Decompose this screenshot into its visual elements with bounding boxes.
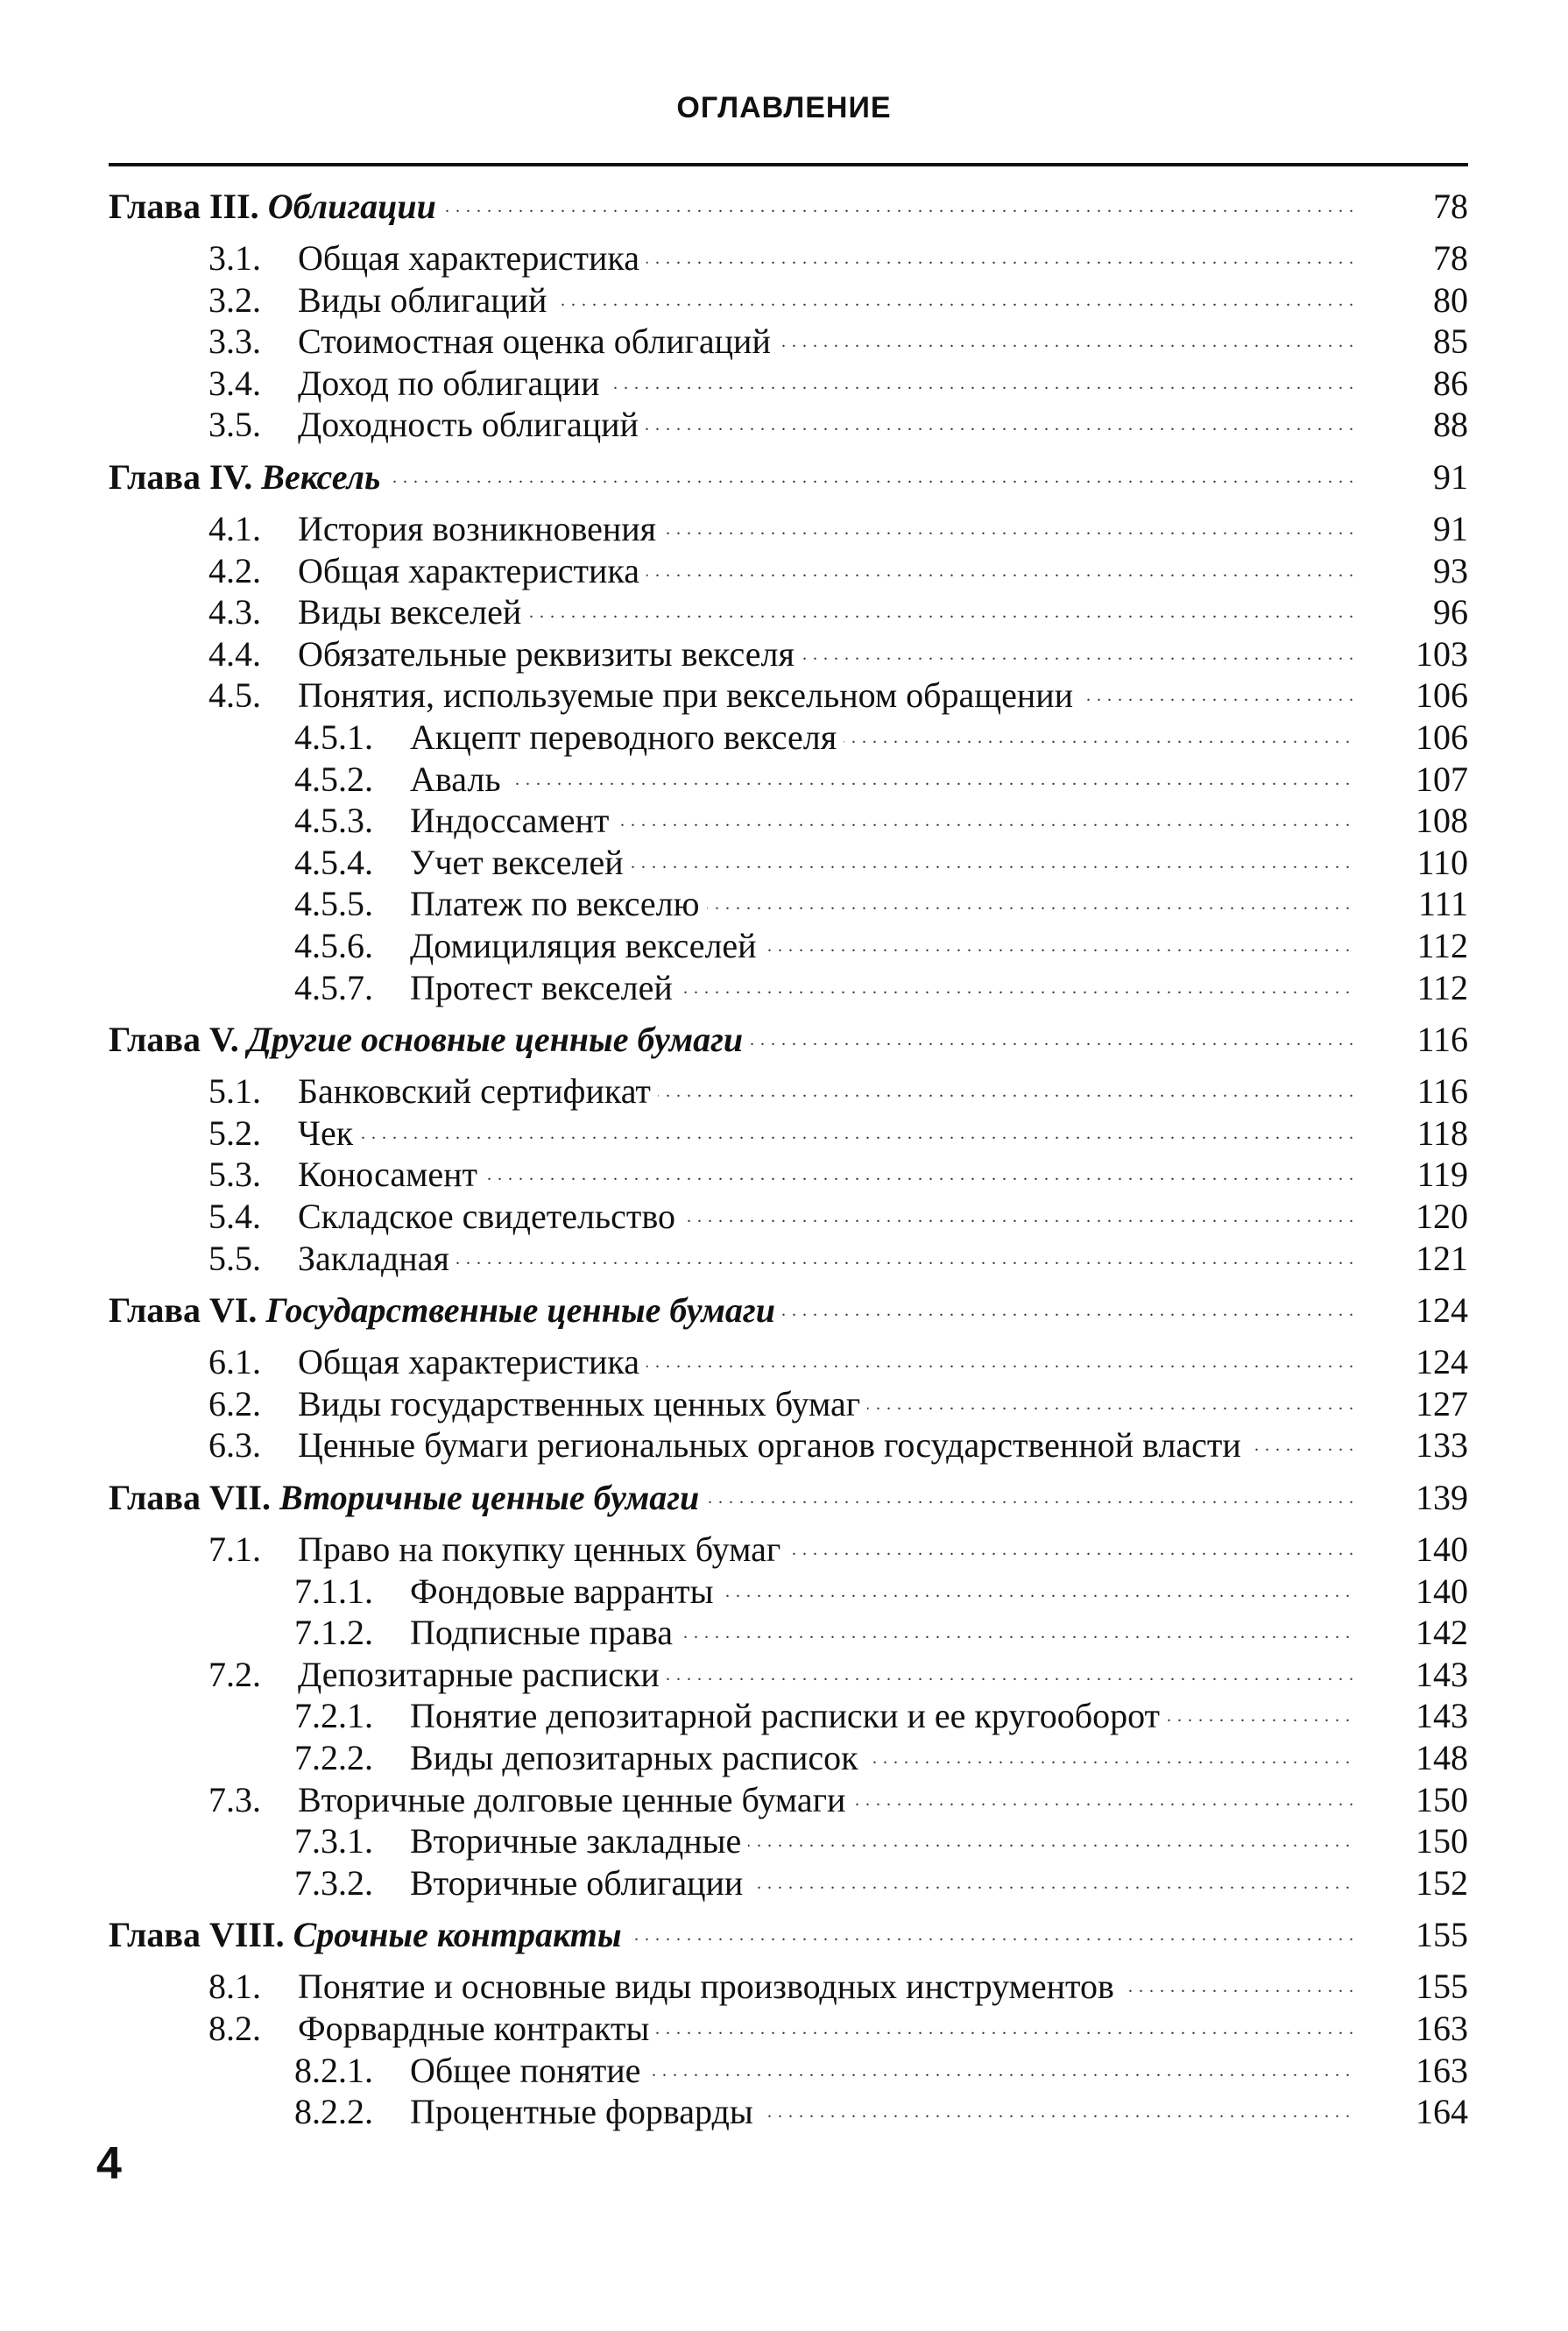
section-title: Аваль xyxy=(410,759,508,799)
section-number: 5.5. xyxy=(208,1238,261,1278)
section-entry xyxy=(208,1423,1468,1467)
running-head: ОГЛАВЛЕНИЕ xyxy=(676,91,892,124)
section-page-number: 80 xyxy=(1433,279,1468,320)
section-page-number: 143 xyxy=(1416,1654,1468,1694)
section-number: 4.5.4. xyxy=(294,842,373,882)
chapter-title: Вторичные ценные бумаги xyxy=(279,1478,700,1517)
section-number: 6.1. xyxy=(208,1342,261,1382)
section-page-number: 103 xyxy=(1416,633,1468,674)
section-number: 6.2. xyxy=(208,1383,261,1423)
chapter-page-number: 124 xyxy=(1416,1290,1468,1331)
subsection-entry xyxy=(294,1694,1468,1738)
section-page-number: 116 xyxy=(1416,1071,1468,1112)
chapter-label: Глава VI. xyxy=(109,1290,258,1331)
chapter-title: Облигации xyxy=(267,187,436,226)
section-number: 7.3. xyxy=(208,1779,261,1819)
section-number: 7.2. xyxy=(208,1654,261,1694)
section-number: 7.2.2. xyxy=(294,1738,373,1777)
section-entry xyxy=(208,237,1468,280)
section-page-number: 124 xyxy=(1416,1342,1468,1382)
chapter-title: Срочные контракты xyxy=(293,1915,622,1955)
section-entry xyxy=(208,403,1468,447)
section-title: Обязательные реквизиты векселя xyxy=(298,634,802,674)
section-page-number: 142 xyxy=(1416,1613,1468,1653)
section-page-number: 91 xyxy=(1433,509,1468,548)
section-page-number: 106 xyxy=(1416,717,1468,757)
chapter-page-number: 116 xyxy=(1416,1020,1468,1060)
subsection-entry xyxy=(294,1611,1468,1655)
section-entry xyxy=(208,1340,1468,1384)
section-entry xyxy=(208,1237,1468,1281)
section-title: Виды векселей xyxy=(298,592,528,632)
subsection-entry xyxy=(294,2049,1468,2093)
section-page-number: 78 xyxy=(1433,238,1468,278)
section-number: 4.1. xyxy=(208,509,261,548)
section-page-number: 150 xyxy=(1416,1821,1468,1861)
chapter-label: Глава III. xyxy=(109,187,259,226)
subsection-entry xyxy=(294,1861,1468,1905)
section-number: 4.5.5. xyxy=(294,884,373,924)
subsection-entry xyxy=(294,799,1468,843)
section-page-number: 96 xyxy=(1433,592,1468,632)
section-number: 6.3. xyxy=(208,1425,261,1466)
section-entry xyxy=(208,549,1468,593)
section-entry xyxy=(208,1153,1468,1197)
section-title: Общая характеристика xyxy=(298,551,646,590)
section-page-number: 121 xyxy=(1416,1238,1468,1278)
section-page-number: 163 xyxy=(1416,2050,1468,2090)
chapter-label: Глава V. xyxy=(109,1020,239,1060)
section-number: 7.1. xyxy=(208,1529,261,1569)
section-page-number: 85 xyxy=(1433,321,1468,362)
section-number: 4.5.1. xyxy=(294,717,373,757)
subsection-entry xyxy=(294,1819,1468,1863)
section-title: Право на покупку ценных бумаг xyxy=(298,1529,788,1569)
section-title: Вторичные облигации xyxy=(410,1863,750,1903)
subsection-entry xyxy=(294,882,1468,926)
section-entry xyxy=(208,279,1468,322)
chapter-entry xyxy=(109,1289,1468,1332)
section-number: 3.3. xyxy=(208,321,261,362)
section-entry xyxy=(208,362,1468,406)
section-page-number: 108 xyxy=(1416,801,1468,841)
chapter-title: Другие основные ценные бумаги xyxy=(247,1020,744,1060)
section-number: 3.4. xyxy=(208,363,261,403)
chapter-label: Глава VII. xyxy=(109,1478,271,1517)
section-title: Понятия, используемые при вексельном обращении xyxy=(298,675,1080,715)
section-number: 8.1. xyxy=(208,1967,261,2007)
section-title: Вторичные долговые ценные бумаги xyxy=(298,1780,852,1819)
section-number: 3.2. xyxy=(208,279,261,320)
section-page-number: 164 xyxy=(1416,2092,1468,2132)
section-title: Виды депозитарных расписок xyxy=(410,1738,865,1777)
section-entry xyxy=(208,674,1468,717)
section-entry xyxy=(208,1528,1468,1572)
section-number: 4.4. xyxy=(208,633,261,674)
page-number: 4 xyxy=(96,2138,122,2189)
subsection-entry xyxy=(294,716,1468,759)
section-title: Ценные бумаги региональных органов государственной власти xyxy=(298,1425,1248,1465)
section-page-number: 143 xyxy=(1416,1696,1468,1736)
section-title: Протест векселей xyxy=(410,968,680,1007)
section-page-number: 163 xyxy=(1416,2009,1468,2048)
section-page-number: 111 xyxy=(1417,884,1468,924)
subsection-entry xyxy=(294,966,1468,1010)
section-title: Понятие депозитарной расписки и ее кругооборот xyxy=(410,1696,1167,1735)
section-entry xyxy=(208,1653,1468,1697)
chapter-entry xyxy=(109,1913,1468,1957)
subsection-entry xyxy=(294,1736,1468,1780)
section-title: Индоссамент xyxy=(410,801,616,840)
section-page-number: 112 xyxy=(1416,967,1468,1007)
section-number: 4.5.3. xyxy=(294,801,373,841)
section-title: Учет векселей xyxy=(410,843,631,882)
section-title: Подписные права xyxy=(410,1613,680,1652)
section-number: 7.2.1. xyxy=(294,1696,373,1736)
section-number: 3.5. xyxy=(208,405,261,445)
section-title: Фондовые варранты xyxy=(410,1572,721,1611)
section-number: 7.3.1. xyxy=(294,1821,373,1861)
chapter-page-number: 155 xyxy=(1416,1915,1468,1955)
section-number: 7.1.2. xyxy=(294,1613,373,1653)
section-page-number: 127 xyxy=(1416,1383,1468,1423)
section-entry xyxy=(208,2007,1468,2051)
section-title: История возникновения xyxy=(298,509,663,548)
section-entry xyxy=(208,1965,1468,2009)
section-title: Понятие и основные виды производных инструментов xyxy=(298,1967,1121,2006)
chapter-page-number: 139 xyxy=(1416,1478,1468,1517)
subsection-entry xyxy=(294,2090,1468,2134)
section-title: Депозитарные расписки xyxy=(298,1655,667,1694)
section-number: 7.3.2. xyxy=(294,1862,373,1903)
chapter-title: Вексель xyxy=(261,457,381,497)
section-page-number: 120 xyxy=(1416,1197,1468,1236)
section-number: 5.2. xyxy=(208,1113,261,1153)
chapter-entry xyxy=(109,456,1468,499)
section-page-number: 150 xyxy=(1416,1779,1468,1819)
section-number: 3.1. xyxy=(208,238,261,278)
chapter-page-number: 78 xyxy=(1433,187,1468,226)
section-page-number: 152 xyxy=(1416,1862,1468,1903)
section-entry xyxy=(208,1778,1468,1822)
section-number: 4.5.7. xyxy=(294,967,373,1007)
section-number: 4.5.6. xyxy=(294,926,373,965)
section-title: Доходность облигаций xyxy=(298,405,646,444)
section-title: Домициляция векселей xyxy=(410,926,764,965)
section-page-number: 119 xyxy=(1416,1155,1468,1195)
section-number: 7.1.1. xyxy=(294,1571,373,1611)
section-number: 8.2.1. xyxy=(294,2050,373,2090)
section-page-number: 107 xyxy=(1416,759,1468,799)
section-entry xyxy=(208,1070,1468,1113)
section-number: 5.4. xyxy=(208,1197,261,1236)
section-entry xyxy=(208,590,1468,634)
section-title: Акцепт переводного векселя xyxy=(410,717,844,757)
subsection-entry xyxy=(294,758,1468,802)
section-title: Стоимостная оценка облигаций xyxy=(298,321,778,361)
section-title: Общая характеристика xyxy=(298,238,646,278)
chapter-label: Глава VIII. xyxy=(109,1915,285,1955)
section-title: Форвардные контракты xyxy=(298,2009,656,2048)
section-entry xyxy=(208,632,1468,676)
section-title: Процентные форварды xyxy=(410,2092,760,2131)
section-title: Платеж по векселю xyxy=(410,884,707,923)
section-page-number: 140 xyxy=(1416,1571,1468,1611)
section-title: Складское свидетельство xyxy=(298,1197,682,1236)
chapter-title: Государственные ценные бумаги xyxy=(265,1290,775,1331)
section-title: Закладная xyxy=(298,1239,456,1278)
chapter-entry xyxy=(109,185,1468,229)
section-title: Вторичные закладные xyxy=(410,1821,748,1861)
section-title: Общая характеристика xyxy=(298,1342,646,1381)
section-title: Доход по облигации xyxy=(298,364,606,403)
section-page-number: 86 xyxy=(1433,363,1468,403)
subsection-entry xyxy=(294,924,1468,968)
section-number: 8.2. xyxy=(208,2009,261,2048)
section-page-number: 93 xyxy=(1433,550,1468,590)
chapter-page-number: 91 xyxy=(1433,457,1468,497)
section-entry xyxy=(208,1112,1468,1155)
section-number: 4.5. xyxy=(208,675,261,716)
section-number: 5.1. xyxy=(208,1071,261,1112)
section-page-number: 118 xyxy=(1416,1113,1468,1153)
section-page-number: 106 xyxy=(1416,675,1468,716)
section-page-number: 148 xyxy=(1416,1738,1468,1777)
section-page-number: 133 xyxy=(1416,1425,1468,1466)
section-page-number: 88 xyxy=(1433,405,1468,445)
section-title: Общее понятие xyxy=(410,2051,647,2090)
section-title: Банковский сертификат xyxy=(298,1071,658,1111)
chapter-entry xyxy=(109,1476,1468,1520)
section-page-number: 112 xyxy=(1416,926,1468,965)
subsection-entry xyxy=(294,1570,1468,1614)
section-entry xyxy=(208,1195,1468,1239)
subsection-entry xyxy=(294,841,1468,885)
section-entry xyxy=(208,320,1468,364)
section-title: Виды государственных ценных бумаг xyxy=(298,1384,867,1423)
section-page-number: 110 xyxy=(1416,842,1468,882)
section-title: Коносамент xyxy=(298,1155,484,1194)
section-number: 4.5.2. xyxy=(294,759,373,799)
section-number: 8.2.2. xyxy=(294,2092,373,2132)
section-title: Чек xyxy=(298,1113,360,1153)
section-page-number: 155 xyxy=(1416,1967,1468,2007)
section-entry xyxy=(208,1382,1468,1426)
section-number: 4.2. xyxy=(208,550,261,590)
section-number: 4.3. xyxy=(208,592,261,632)
section-number: 5.3. xyxy=(208,1155,261,1195)
section-title: Виды облигаций xyxy=(298,280,554,320)
chapter-label: Глава IV. xyxy=(109,457,253,497)
section-entry xyxy=(208,507,1468,551)
section-page-number: 140 xyxy=(1416,1529,1468,1569)
chapter-entry xyxy=(109,1018,1468,1062)
